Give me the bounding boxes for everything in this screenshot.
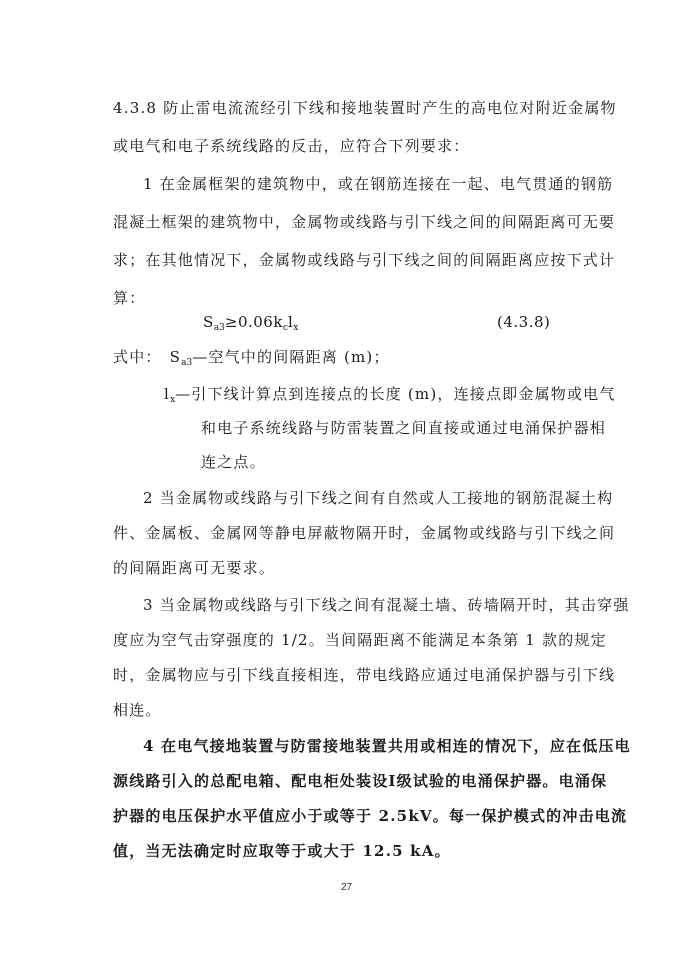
item-1-line-4: 算： (113, 289, 146, 307)
formula-4-3-8 (203, 313, 298, 333)
formula-l-subscript: x (293, 323, 299, 333)
formula-l: l (287, 313, 294, 331)
definition-l-symbol: l (164, 385, 170, 403)
item-4-line-1: 4 在电气接地装置与防雷接地装置共用或相连的情况下，应在低压电 (143, 737, 631, 755)
definition-s (113, 347, 593, 373)
formula-number: (4.3.8) (497, 313, 551, 331)
definition-l (164, 384, 644, 410)
item-4-line-2: 源线路引入的总配电箱、配电柜处装设Ⅰ级试验的电涌保护器。电涌保 (113, 772, 608, 790)
item-4-line-3: 护器的电压保护水平值应小于或等于 2.5kV。每一保护模式的冲击电流 (113, 807, 628, 825)
item-3-line-1: 3 当金属物或线路与引下线之间有混凝土墙、砖墙隔开时，其击穿强 (143, 596, 630, 614)
formula-k-subscript: c (282, 323, 288, 333)
definition-l-text-1: —引下线计算点到连接点的长度 (m)，连接点即金属物或电气 (175, 385, 616, 403)
definition-label: 式中： (113, 348, 162, 366)
item-4-line-4: 值，当无法确定时应取等于或大于 12.5 kA。 (113, 842, 451, 860)
item-2-line-3: 的间隔距离可无要求。 (113, 559, 276, 577)
section-4-3-8-line-2: 或电气和电子系统线路的反击，应符合下列要求： (113, 137, 470, 155)
item-1-line-2: 混凝土框架的建筑物中，金属物或线路与引下线之间的间隔距离可无要 (113, 213, 616, 231)
definition-s-text: —空气中的间隔距离 (m)； (192, 348, 390, 366)
item-3-line-2: 度应为空气击穿强度的 1/2。当间隔距离不能满足本条第 1 款的规定 (113, 631, 607, 649)
definition-l-subscript: x (170, 395, 176, 405)
page-number: 27 (340, 882, 353, 893)
definition-s-subscript: a3 (181, 358, 193, 368)
item-1-line-3: 求；在其他情况下，金属物或线路与引下线之间的间隔距离应按下式计 (113, 251, 616, 269)
item-3-line-3: 时，金属物应与引下线直接相连，带电线路应通过电涌保护器与引下线 (113, 666, 616, 684)
section-4-3-8-line-1: 4.3.8 防止雷电流流经引下线和接地装置时产生的高电位对附近金属物 (113, 99, 617, 117)
formula-body: ≥0.06k (224, 313, 283, 331)
definition-s-symbol: S (169, 348, 182, 366)
definition-l-line-3: 连之点。 (201, 453, 266, 471)
item-1-line-1: 1 在金属框架的建筑物中，或在钢筋连接在一起、电气贯通的钢筋 (143, 175, 614, 193)
item-2-line-1: 2 当金属物或线路与引下线之间有自然或人工接地的钢筋混凝土构 (143, 489, 614, 507)
formula-s: S (203, 313, 214, 331)
item-3-line-4: 相连。 (113, 701, 162, 719)
formula-s-subscript: a3 (213, 323, 225, 333)
item-2-line-2: 件、金属板、金属网等静电屏蔽物隔开时，金属物或线路与引下线之间 (113, 524, 616, 542)
definition-l-line-2: 和电子系统线路与防雷装置之间直接或通过电涌保护器相 (201, 419, 607, 437)
